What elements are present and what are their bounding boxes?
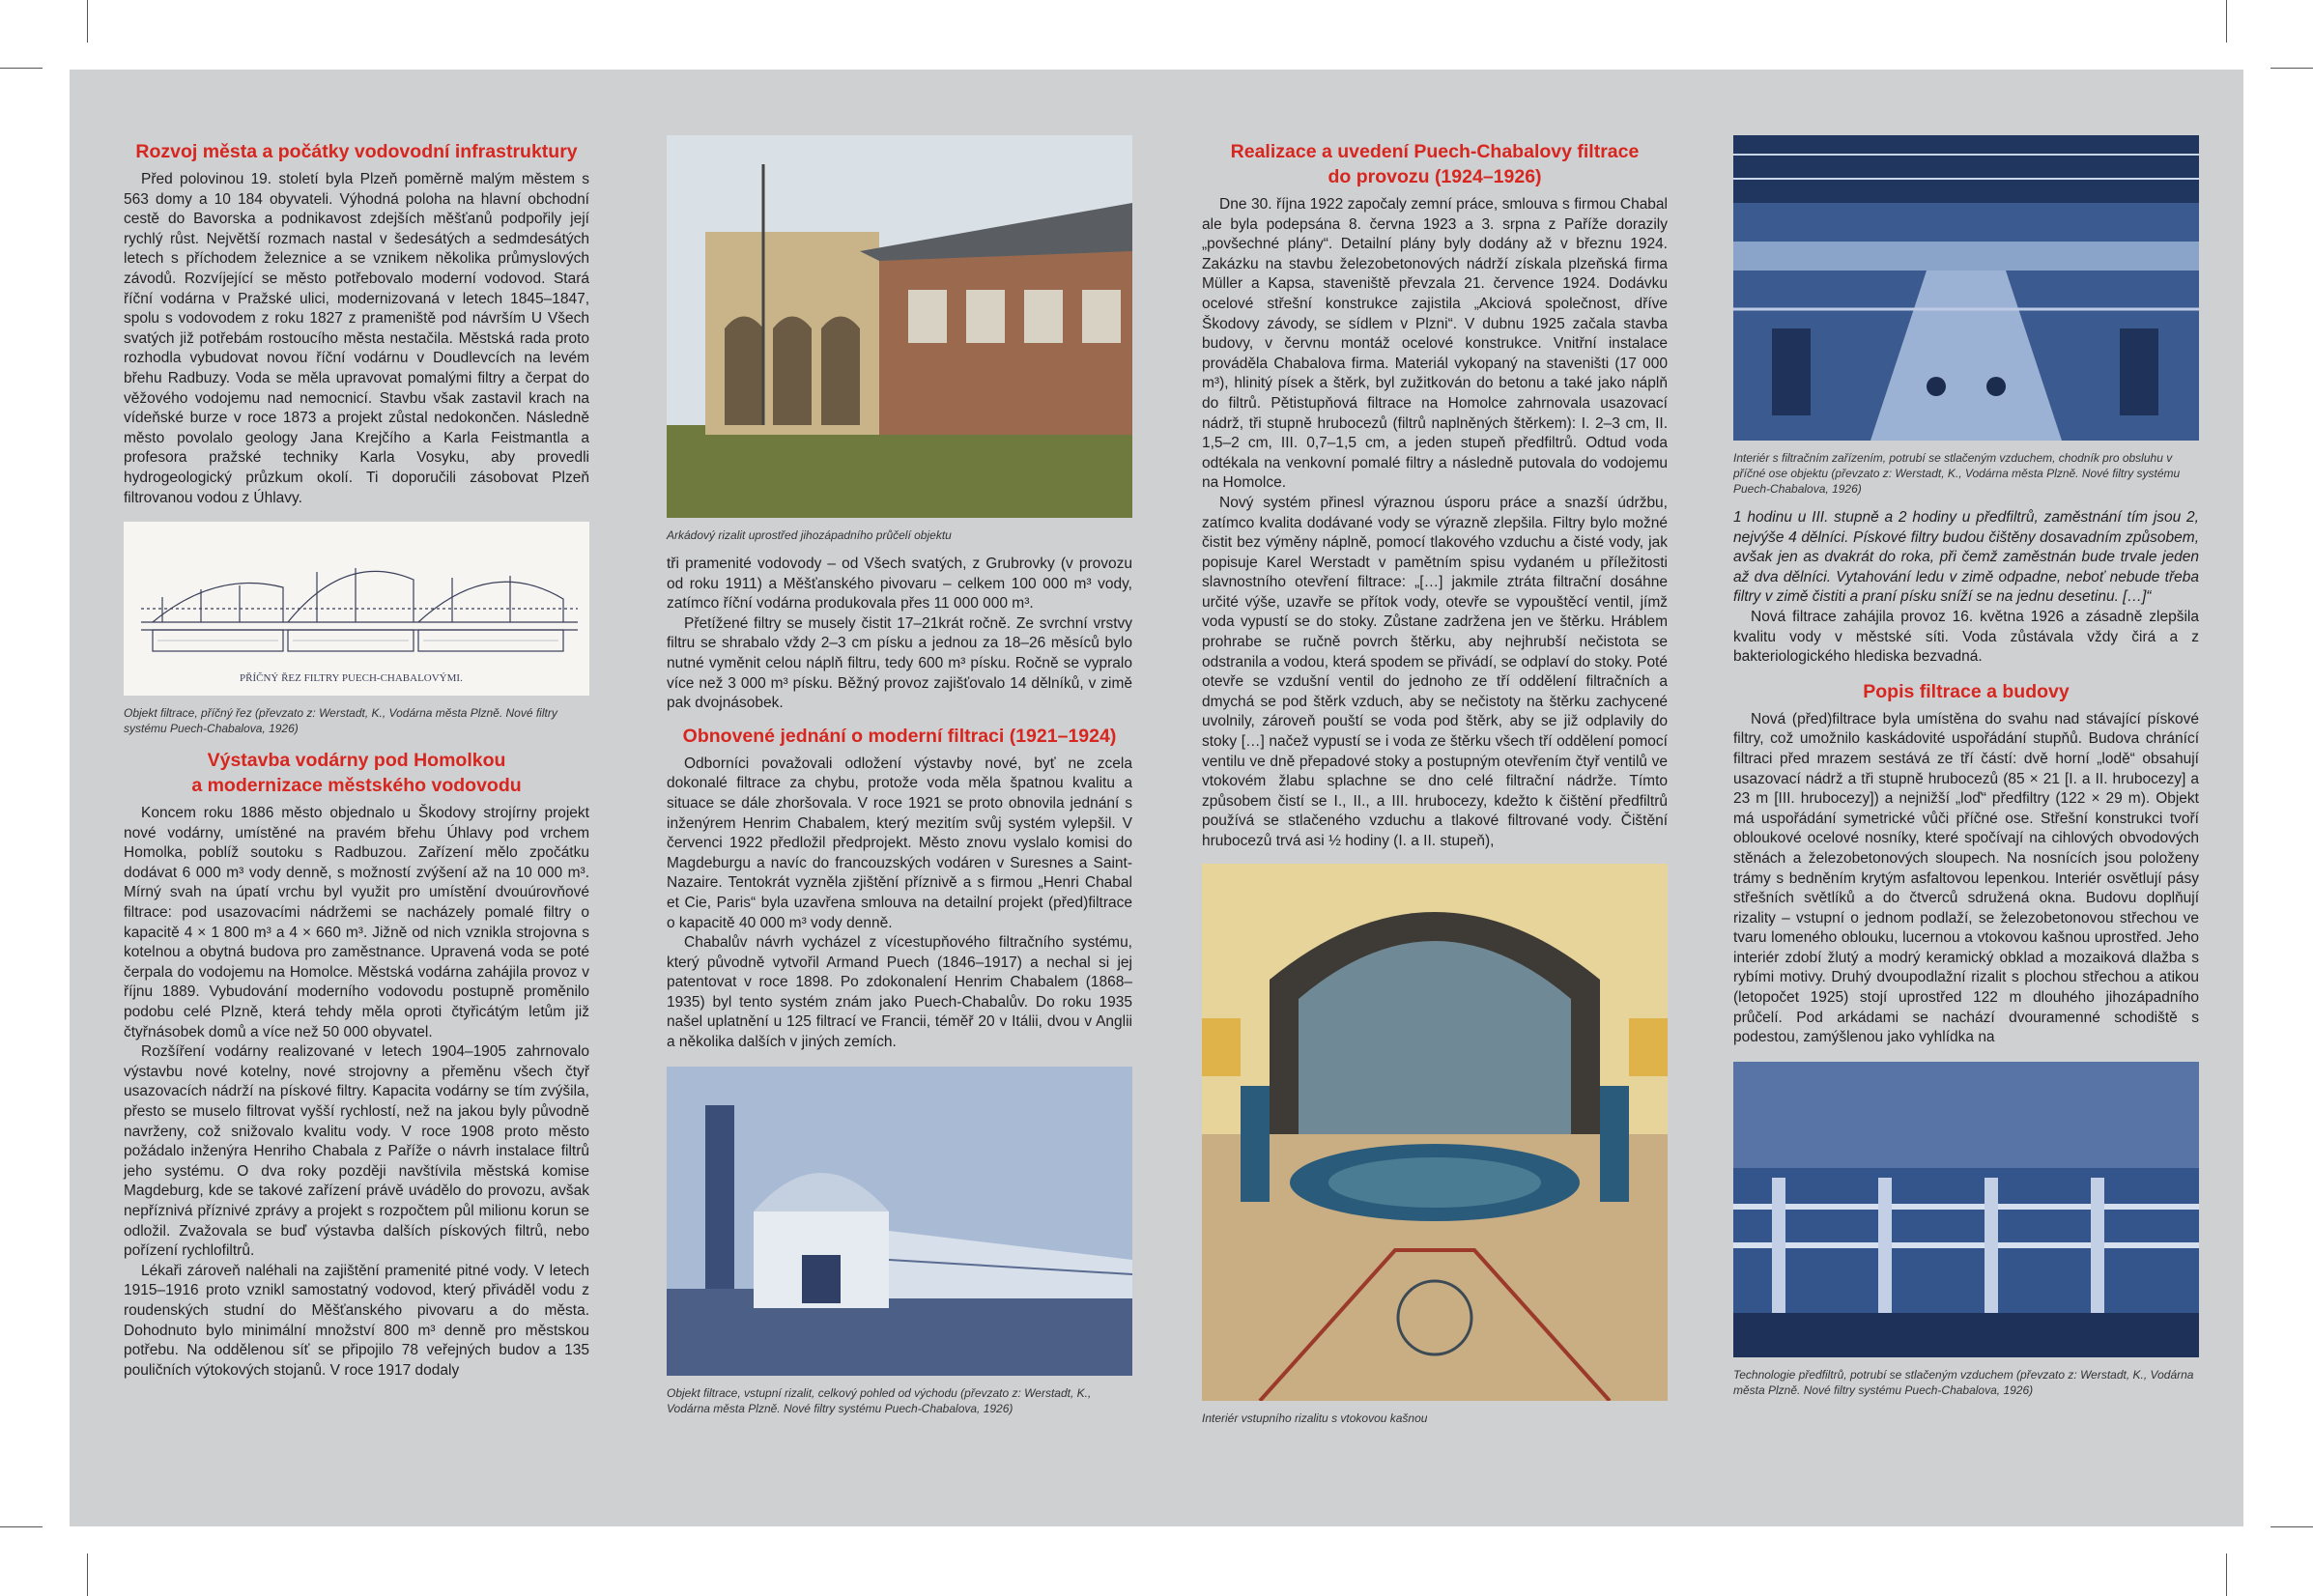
- image-caption: Interiér vstupního rizalitu s vtokovou kašnou: [1202, 1411, 1428, 1425]
- paragraph: Chabalův návrh vycházel z vícestupňového filtračního systému, který původně vytvořil Armand Puech (1846–1917) a nechal si jej patentovat v roce 1898. Po zdokonalení Henrim Chabalem (1868–1935) byl tento systém znám jako Puech-Chabalův. Do roku 1935 našel uplatnění u 125 filtrací ve Francii, téměř 20 v Itálii, dvou v Anglii a několika dalších v jiných zemích.: [667, 934, 1132, 1051]
- column-1: [124, 135, 589, 1381]
- image-caption: Technologie předfiltrů, potrubí se stlačeným vzduchem (převzato z: Werstadt, K., Vodárna města Plzně. Nové filtry systému Puech-Chabalova, 1926): [1733, 1367, 2194, 1397]
- heading-line: Realizace a uvedení Puech-Chabalovy filtrace: [1230, 141, 1640, 162]
- crop-mark: [2226, 0, 2227, 43]
- drawing-label: PŘÍČNÝ ŘEZ FILTRY PUECH-CHABALOVÝMI.: [240, 672, 463, 685]
- column-4: [1733, 135, 2199, 1410]
- photo-arcade-rizalit: [667, 135, 1132, 518]
- section-heading: Obnovené jednání o moderní filtraci (1921–1924): [682, 725, 1117, 747]
- section-heading: Popis filtrace a budovy: [1863, 680, 2070, 702]
- arcade-photo-svg: [667, 135, 1132, 518]
- section-heading: [1202, 139, 1668, 189]
- paragraph: Odborníci považovali odložení výstavby nové, byť ne zcela dokonalé filtrace za chybu, protože voda měla špatnou kvalitu a situace se dále zhoršovala. V roce 1921 se proto obnovila jednání s inženýrem Henrim Chabalem, který mezitím svůj systém vylepšil. V červenci 1922 předložil předprojekt. Město znovu vyslalo komisi do Magdeburgu a navíc do francouzských vodáren v Suresnes a Saint-Nazaire. Tentokrát vyzněla zjištění příznivě a s firmou „Henri Chabal et Cie, Paris“ byla uzavřena smlouva na detailní projekt (před)filtrace o kapacitě 40 000 m³ vody denně.: [667, 755, 1132, 931]
- paragraph: Nová filtrace zahájila provoz 16. května 1926 a zásadně zlepšila kvalitu vody v městské síti. Voda zůstávala vždy čirá a z bakteriologického hlediska bezvadná.: [1733, 608, 2199, 666]
- fountain-photo-svg: [1202, 864, 1668, 1401]
- crop-mark: [0, 1526, 43, 1527]
- crop-mark: [2226, 1553, 2227, 1596]
- image-caption: Objekt filtrace, příčný řez (převzato z: Werstadt, K., Vodárna města Plzně. Nové filtry systému Puech-Chabalova, 1926): [124, 706, 557, 736]
- crop-mark: [2270, 1526, 2313, 1527]
- cross-section-svg: [124, 522, 589, 696]
- paragraph: Nová (před)filtrace byla umístěna do svahu nad stávající pískové filtry, což umožnilo kaskádovité uspořádání stupňů. Budova chránící filtraci před mrazem sestává ze tří částí: dvě horní „lodě“ obsahují usazovací nádrž a tři stupně hrubocezů (85 × 21 [I. a II. hrubocezy] a 23 m [III. hrubocezy]) a nejnižší „loď“ předfiltry (122 × 29 m). Objekt má uspořádání symetrické vůči příčné ose. Střešní konstrukci tvoří obloukové ocelové nosníky, které spočívají na cihlových obvodových stěnách a železobetonových sloupech. Na nosnících jsou položeny trámy s bedněním krytým asfaltovou lepenkou. Interiér osvětlují pásy střešních světlíků a do čtverců sdružená okna. Budovu doplňují rizality – vstupní o jednom podlaží, se železobetonovou střechou ve tvaru lomeného oblouku, lucernou a vtokovou kašnou uprostřed. Jeho interiér zdobí žlutý a modrý keramický obklad a mozaiková dlažba s rybími motivy. Druhý dvoupodlažní rizalit s plochou střechou a atikou (letopočet 1925) stojí uprostřed 122 m dlouhého jihozápadního průčelí. Pod arkádami se nachází dvouramenné schodiště s podestou, zamýšlenou jako vyhlídka na: [1733, 710, 2199, 1046]
- image-caption: Interiér s filtračním zařízením, potrubí se stlačeným vzduchem, chodník pro obsluhu v příčné ose objektu (převzato z: Werstadt, K., Vodárna města Plzně. Nové filtry systému Puech-Chabalova, 1926): [1733, 451, 2181, 496]
- photo-entrance-rizalit: [667, 1067, 1132, 1376]
- photo-fountain-interior: [1202, 864, 1668, 1401]
- heading-line: a modernizace městského vodovodu: [191, 775, 522, 797]
- heading-line: Výstavba vodárny pod Homolkou: [207, 750, 506, 772]
- paragraph: Nový systém přinesl výraznou úsporu práce a snazší údržbu, zatímco kvalita dodávané vody se výrazně zlepšila. Filtry bylo možné čistit bez výměny náplně, pomocí tlakového vzduchu a čisté vody, jak popisuje Karel Werstadt v pamětním spisu vydaném u příležitosti slavnostního otevření filtrace: „[…] jakmile ztráta filtrační dosáhne určité výše, uzavře se přítok vody, otevře se vypouštěcí ventil, jímž voda vypustí se do stoky. Zůstane zadržena jen ve štěrku. Hráblem prohrabe se ručně povrch štěrku, aby nejhrubší nečistota se odstranila a vodou, která spodem se přivádí, se odplaví do stoky. Poté otevře se vzdušní ventil do jednoho ze tří oddělení filtračních a dmychá se pod štěrk vzduch, aby se nečistoty na štěrku zachycené uvolnily, zároveň pouští se voda pod štěrk, aby se již odplavily do stoky […] načež vypustí se i voda ze štěrku všech tří oddělení pomocí ventilu ve dně přepadové stoky a postupným otevřením čtyř ventilů ve vtokovém žlabu splachne se dno celé filtrační nádrže. Tímto způsobem čistí se I., II., a III. hrubocezy, kdežto k čištění předfiltrů používá se stlačeného vzduchu a tlakové filtrované vody. Čištění hrubocezů trvá asi ½ hodiny (I. a II. stupeň),: [1202, 494, 1668, 849]
- photo-prefilter-technology: [1733, 1062, 2199, 1357]
- crop-mark: [87, 1553, 88, 1596]
- paragraph: Koncem roku 1886 město objednalo u Škodovy strojírny projekt nové vodárny, umístěné na pravém břehu Úhlavy pod vrchem Homolka, poblíž soutoku s Radbuzou. Zařízení mělo zpočátku dodávat 6 000 m³ vody denně, s možností zvýšení až na 10 000 m³. Mírný svah na úpatí vrchu byl využit pro umístění dvouúrovňové filtrace: pod usazovacími nádržemi se nacházely pomalé filtry o kapacitě 4 × 1 800 m³ a 4 × 660 m³. Jižně od nich vznikla strojovna s kotelnou a obytná budova pro zaměstnance. Upravená voda se poté čerpala do vodojemu na Homolce. Městská vodárna zahájila provoz v říjnu 1889. Vybudování moderního vodovodu postupně proměnilo podobu celé Plzně, která tehdy měla oproti čtyřicátým letům již čtyřnásobek domů a více než 50 000 obyvatel.: [124, 805, 589, 1040]
- cross-section-drawing: [124, 522, 589, 696]
- prefilter-photo-svg: [1733, 1062, 2199, 1357]
- crop-mark: [2270, 68, 2313, 69]
- column-3: [1202, 135, 1668, 1438]
- paragraph: Dne 30. října 1922 započaly zemní práce, smlouva s firmou Chabal ale byla podepsána 8. června 1923 a 3. srpna z Paříže dorazily „povšechné plány“. Detailní plány byly dodány až v březnu 1924. Zakázku na stavbu železobetonových nádrží získala plzeňská firma Müller a Kapsa, staveniště převzala 21. července 1924. Dodávku ocelové střešní konstrukce zajistila „Akciová společnost, dříve Škodovy závody, se sídlem v Plzni“. V dubnu 1925 začala stavba budovy, v červnu montáž ocelové konstrukce. Vnitřní instalace prováděla Chabalova firma. Materiál vykopaný na staveništi (17 000 m³), hlinitý písek a štěrk, byl zužitkován do betonu a také jako náplň do filtrů. Pětistupňová filtrace na Homolce zahrnovala usazovací nádrž, tři stupně hrubocezů (filtrů naplněných štěrkem): I. 2–3 cm, II. 1,5–2 cm, III. 0,7–1,5 cm, a jeden stupeň předfiltrů. Odtud voda odtékala na venkovní pomalé filtry a následně putovala do vodojemu na Homolce.: [1202, 196, 1668, 492]
- paragraph: Lékaři zároveň naléhali na zajištění pramenité pitné vody. V letech 1915–1916 proto vznikl samostatný vodovod, který přiváděl vodu z roudenských studní do Měšťanského pivovaru a do města. Dohodnuto bylo minimální množství 800 m³ denně pro městskou potřebu. Na oddělenou síť se připojilo 78 veřejných budov a 135 pouličních výtokových stojanů. V roce 1917 dodaly: [124, 1262, 589, 1379]
- brochure-sheet: [70, 70, 2243, 1526]
- crop-mark: [0, 68, 43, 69]
- photo-filtration-hall: [1733, 135, 2199, 441]
- image-caption: Arkádový rizalit uprostřed jihozápadního průčelí objektu: [667, 528, 952, 542]
- entrance-photo-svg: [667, 1067, 1132, 1376]
- paragraph: tři pramenité vodovody – od Všech svatých, z Grubrovky (v provozu od roku 1911) a Měšťanského pivovaru – celkem 100 000 m³ vody, zatímco říční vodárna produkovala přes 11 000 000 m³.: [667, 556, 1132, 613]
- column-2: [667, 135, 1132, 1428]
- image-caption: Objekt filtrace, vstupní rizalit, celkový pohled od východu (převzato z: Werstadt, K., Vodárna města Plzně. Nové filtry systému Puech-Chabalova, 1926): [667, 1385, 1092, 1415]
- paragraph: Před polovinou 19. století byla Plzeň poměrně malým městem s 563 domy a 10 184 obyvateli. Výhodná poloha na hlavní obchodní cestě do Bavorska a podnikavost zdejších měšťanů podpořily její rychlý růst. Největší rozmach nastal v šedesátých a sedmdesátých letech s příchodem železnice a se vznikem několika průmyslových závodů. Rozvíjející se město potřebovalo moderní vodovod. Stará říční vodárna v Pražské ulici, modernizovaná v letech 1845–1847, spolu s vodovodem z roku 1827 z prameniště pod návrším U Všech svatých již potřebám rostoucího města nestačila. Městská rada proto rozhodla vybudovat novou říční vodárnu v Doudlevcích na levém břehu Radbuzy. Voda se měla upravovat pomalými filtry a čerpat do věžového vodojemu nad nemocnicí. Stavbu však zastavil krach na vídeňské burze v roce 1873 a projekt zůstal nedokončen. Následně město povolalo geology Jana Krejčího a Karla Feistmantla a profesora pražské techniky Karla Vosyku, aby provedli hydrogeologický průzkum okolí. Ti doporučili zásobovat Plzeň filtrovanou vodou z Úhlavy.: [124, 171, 589, 506]
- section-heading: [124, 748, 589, 798]
- paragraph: Přetížené filtry se musely čistit 17–21krát ročně. Ze svrchní vrstvy filtru se shrabalo vždy 2–3 cm písku a jednou za 18–26 měsíců bylo nutné vyměnit celou náplň filtru, tedy 600 m³ písku. Ročně se vypralo více než 3 000 m³ písku. Běžný provoz zajišťovalo 14 dělníků, v zimě pak dvojnásobek.: [667, 614, 1132, 712]
- section-heading: Rozvoj města a počátky vodovodní infrastruktury: [135, 141, 578, 162]
- quote-paragraph: 1 hodinu u III. stupně a 2 hodiny u předfiltrů, zaměstnání tím jsou 2, nejvýše 4 dělníci. Pískové filtry budou čištěny dosavadním způsobem, avšak jen as dvakrát do roka, při čemž zaměstnán bude trvale jeden až dva dělníci. Vytahování ledu v zimě odpadne, neboť nebude třeba filtry v zimě čistiti a praní písku sníží se na jednu desetinu. […]“: [1733, 509, 2199, 606]
- heading-line: do provozu (1924–1926): [1328, 166, 1542, 187]
- paragraph: Rozšíření vodárny realizované v letech 1904–1905 zahrnovalo výstavbu nové kotelny, nové strojovny a přeměnu všech čtyř usazovacích nádrží na pískové filtry. Kapacita vodárny se tím zvýšila, přesto se muselo filtrovat vyšší rychlostí, než na jakou byly původně navrženy, což snižovalo kvalitu vody. V roce 1908 proto město požádalo inženýra Henriho Chabala z Paříže o návrh instalace filtrů jeho systému. O dva roky později navštívila městská komise Magdeburg, kde se takové zařízení právě uvádělo do provozu, avšak nepříznivá příznivé zprávy a projekt s rozpočtem půl milionu korun se odložil. Zvažovala se buď výstavba dalších pískových filtrů, nebo pořízení rychlofiltrů.: [124, 1043, 589, 1260]
- crop-mark: [87, 0, 88, 43]
- filtration-hall-photo-svg: [1733, 135, 2199, 441]
